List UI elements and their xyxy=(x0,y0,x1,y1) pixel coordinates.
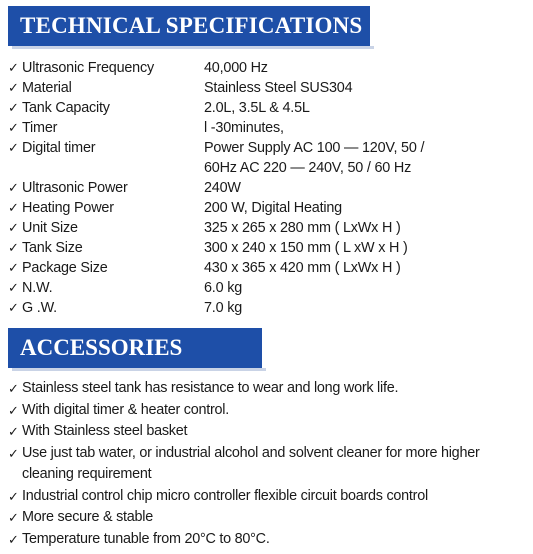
checkmark-icon: ✓ xyxy=(8,531,19,547)
spec-row xyxy=(8,138,528,178)
accessory-text: Industrial control chip micro controller flexible circuit boards control xyxy=(22,487,428,504)
checkmark-icon: ✓ xyxy=(8,80,19,95)
accessories-banner-shadow xyxy=(12,368,266,371)
spec-label-text: Ultrasonic Frequency xyxy=(22,60,154,76)
spec-value-line: Stainless Steel SUS304 xyxy=(204,80,353,96)
accessory-item xyxy=(8,529,530,551)
spec-label-text: Package Size xyxy=(22,260,108,276)
accessory-text: Use just tab water, or industrial alcohol and solvent cleaner for more higher cleaning requirement xyxy=(22,444,480,482)
spec-row xyxy=(8,258,528,278)
accessory-text: Temperature tunable from 20°C to 80°C. xyxy=(22,530,270,547)
spec-value xyxy=(204,258,528,278)
spec-value-line: 325 x 265 x 280 mm ( LxWx H ) xyxy=(204,220,401,236)
spec-label-text: G .W. xyxy=(22,300,57,316)
accessory-item xyxy=(8,486,530,508)
checkmark-icon: ✓ xyxy=(8,510,19,525)
spec-label-text: Tank Capacity xyxy=(22,100,110,116)
accessory-text: With digital timer & heater control. xyxy=(22,401,229,418)
spec-label-text: Digital timer xyxy=(22,140,96,156)
spec-row xyxy=(8,298,528,318)
accessories-list xyxy=(8,378,530,550)
spec-value-line: 240W xyxy=(204,180,241,196)
spec-label-text: Tank Size xyxy=(22,240,83,256)
accessory-item xyxy=(8,507,530,529)
accessory-item xyxy=(8,400,530,422)
spec-value-line: 300 x 240 x 150 mm ( L xW x H ) xyxy=(204,240,408,256)
checkmark-icon: ✓ xyxy=(8,280,19,295)
spec-label-text: Timer xyxy=(22,120,58,136)
spec-value xyxy=(204,178,528,198)
spec-value xyxy=(204,58,528,78)
spec-label xyxy=(8,118,204,138)
spec-label-text: N.W. xyxy=(22,280,53,296)
checkmark-icon: ✓ xyxy=(8,200,19,215)
spec-row xyxy=(8,198,528,218)
spec-label-text: Heating Power xyxy=(22,200,114,216)
checkmark-icon: ✓ xyxy=(8,488,19,504)
checkmark-icon: ✓ xyxy=(8,180,19,195)
spec-value-line: 6.0 kg xyxy=(204,280,243,296)
spec-label xyxy=(8,98,204,118)
spec-value-line: 40,000 Hz xyxy=(204,60,268,76)
checkmark-icon: ✓ xyxy=(8,240,19,255)
spec-label xyxy=(8,58,204,78)
spec-value xyxy=(204,118,528,138)
spec-value-line: 430 x 365 x 420 mm ( LxWx H ) xyxy=(204,260,401,276)
checkmark-icon: ✓ xyxy=(8,402,19,418)
spec-row xyxy=(8,238,528,258)
checkmark-icon: ✓ xyxy=(8,100,19,115)
checkmark-icon: ✓ xyxy=(8,120,19,135)
specs-heading: TECHNICAL SPECIFICATIONS xyxy=(8,6,370,46)
specs-table xyxy=(8,58,528,318)
spec-label xyxy=(8,138,204,158)
accessory-item xyxy=(8,443,530,486)
specs-banner-shadow xyxy=(12,46,374,49)
spec-value-line: Power Supply AC 100 — 120V, 50 / xyxy=(204,140,425,156)
spec-label xyxy=(8,198,204,218)
spec-label xyxy=(8,298,204,318)
spec-label-text: Unit Size xyxy=(22,220,78,236)
spec-row xyxy=(8,178,528,198)
accessory-text: Stainless steel tank has resistance to wear and long work life. xyxy=(22,380,399,396)
spec-value-line: 200 W, Digital Heating xyxy=(204,200,342,216)
spec-row xyxy=(8,278,528,298)
checkmark-icon: ✓ xyxy=(8,220,19,235)
spec-value xyxy=(204,278,528,298)
spec-label xyxy=(8,78,204,98)
spec-value xyxy=(204,138,528,178)
checkmark-icon: ✓ xyxy=(8,140,19,155)
spec-row xyxy=(8,218,528,238)
accessory-item xyxy=(8,421,530,443)
spec-row xyxy=(8,58,528,78)
spec-value xyxy=(204,298,528,318)
spec-value xyxy=(204,78,528,98)
checkmark-icon: ✓ xyxy=(8,381,19,396)
spec-label xyxy=(8,278,204,298)
spec-value xyxy=(204,198,528,218)
spec-value xyxy=(204,98,528,118)
spec-row xyxy=(8,78,528,98)
checkmark-icon: ✓ xyxy=(8,300,19,315)
checkmark-icon: ✓ xyxy=(8,424,19,439)
accessories-heading: ACCESSORIES xyxy=(8,328,262,368)
spec-label xyxy=(8,178,204,198)
spec-row xyxy=(8,98,528,118)
spec-value-line: 60Hz AC 220 — 240V, 50 / 60 Hz xyxy=(204,160,412,176)
spec-label xyxy=(8,218,204,238)
spec-row xyxy=(8,118,528,138)
checkmark-icon: ✓ xyxy=(8,60,19,75)
accessory-text: More secure & stable xyxy=(22,509,153,525)
checkmark-icon: ✓ xyxy=(8,260,19,275)
spec-value xyxy=(204,238,528,258)
accessory-item xyxy=(8,378,530,400)
spec-value-line: 7.0 kg xyxy=(204,300,243,316)
spec-label xyxy=(8,258,204,278)
spec-label xyxy=(8,238,204,258)
spec-value-line: l -30minutes, xyxy=(204,120,284,136)
checkmark-icon: ✓ xyxy=(8,445,19,461)
spec-label-text: Material xyxy=(22,80,72,96)
accessory-text: With Stainless steel basket xyxy=(22,423,188,439)
spec-label-text: Ultrasonic Power xyxy=(22,180,128,196)
spec-value-line: 2.0L, 3.5L & 4.5L xyxy=(204,100,310,116)
spec-value xyxy=(204,218,528,238)
